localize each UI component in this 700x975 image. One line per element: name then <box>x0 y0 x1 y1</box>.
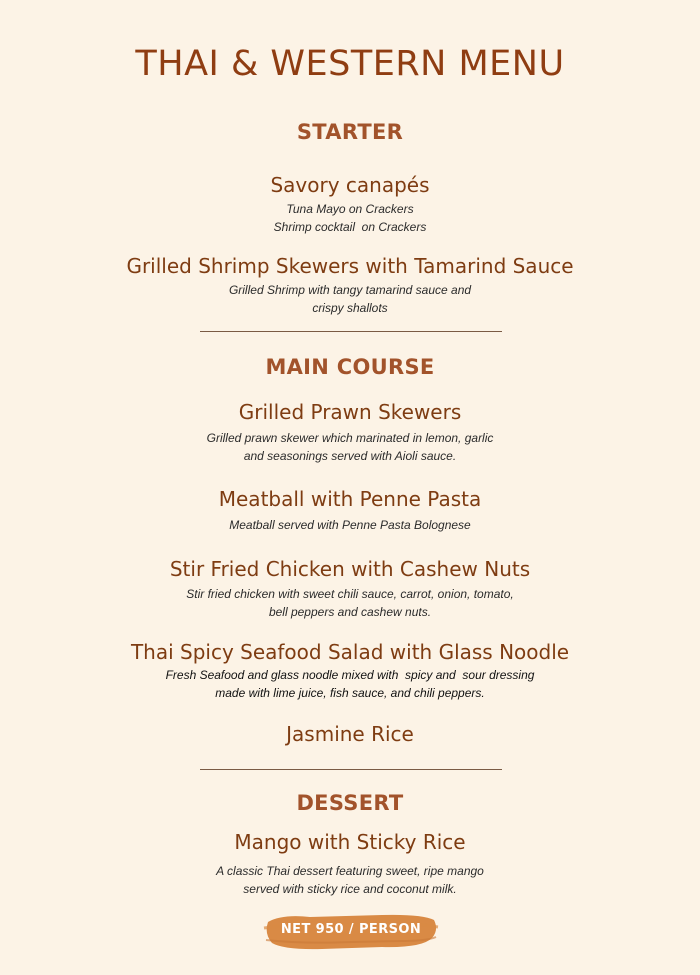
description-line: Meatball served with Penne Pasta Bolognese <box>229 518 471 532</box>
section-heading-dessert: DESSERT <box>296 791 404 815</box>
dish-description <box>0 200 700 236</box>
description-line: Grilled Shrimp with tangy tamarind sauce and <box>228 283 472 297</box>
description-line: bell peppers and cashew nuts. <box>268 605 432 619</box>
section-divider <box>200 331 502 332</box>
dish-description <box>0 281 700 317</box>
dish-name: Stir Fried Chicken with Cashew Nuts <box>169 557 531 581</box>
description-line: served with sticky rice and coconut milk. <box>243 882 457 896</box>
dish-description <box>0 666 700 702</box>
description-line: Stir fried chicken with sweet chili sauce, carrot, onion, tomato, <box>186 587 514 601</box>
dish-name: Jasmine Rice <box>286 722 414 746</box>
section-heading-main-course: MAIN COURSE <box>265 355 435 379</box>
description-line: Shrimp cocktail on Crackers <box>273 220 427 234</box>
dish-name: Savory canapés <box>270 173 430 197</box>
dish-description <box>0 516 700 534</box>
description-line: made with lime juice, fish sauce, and chili peppers. <box>215 686 485 700</box>
dish-name: Thai Spicy Seafood Salad with Glass Noodle <box>130 640 570 664</box>
section-divider <box>200 769 502 770</box>
description-line: Grilled prawn skewer which marinated in lemon, garlic <box>206 431 494 445</box>
section-heading-starter: STARTER <box>296 120 404 144</box>
description-line: and seasonings served with Aioli sauce. <box>243 449 457 463</box>
dish-description <box>0 585 700 621</box>
menu-title: THAI & WESTERN MENU <box>135 44 565 84</box>
description-line: crispy shallots <box>312 301 388 315</box>
dish-description <box>0 429 700 465</box>
dish-name: Grilled Shrimp Skewers with Tamarind Sauce <box>126 254 574 278</box>
price-label: NET 950 / PERSON <box>280 922 422 937</box>
price-badge <box>262 910 440 954</box>
description-line: A classic Thai dessert featuring sweet, ripe mango <box>216 864 484 878</box>
description-line: Fresh Seafood and glass noodle mixed with spicy and sour dressing <box>165 668 535 682</box>
dish-description <box>0 862 700 898</box>
description-line: Tuna Mayo on Crackers <box>286 202 414 216</box>
dish-name: Mango with Sticky Rice <box>234 830 466 854</box>
dish-name: Grilled Prawn Skewers <box>238 400 462 424</box>
dish-name: Meatball with Penne Pasta <box>218 487 482 511</box>
